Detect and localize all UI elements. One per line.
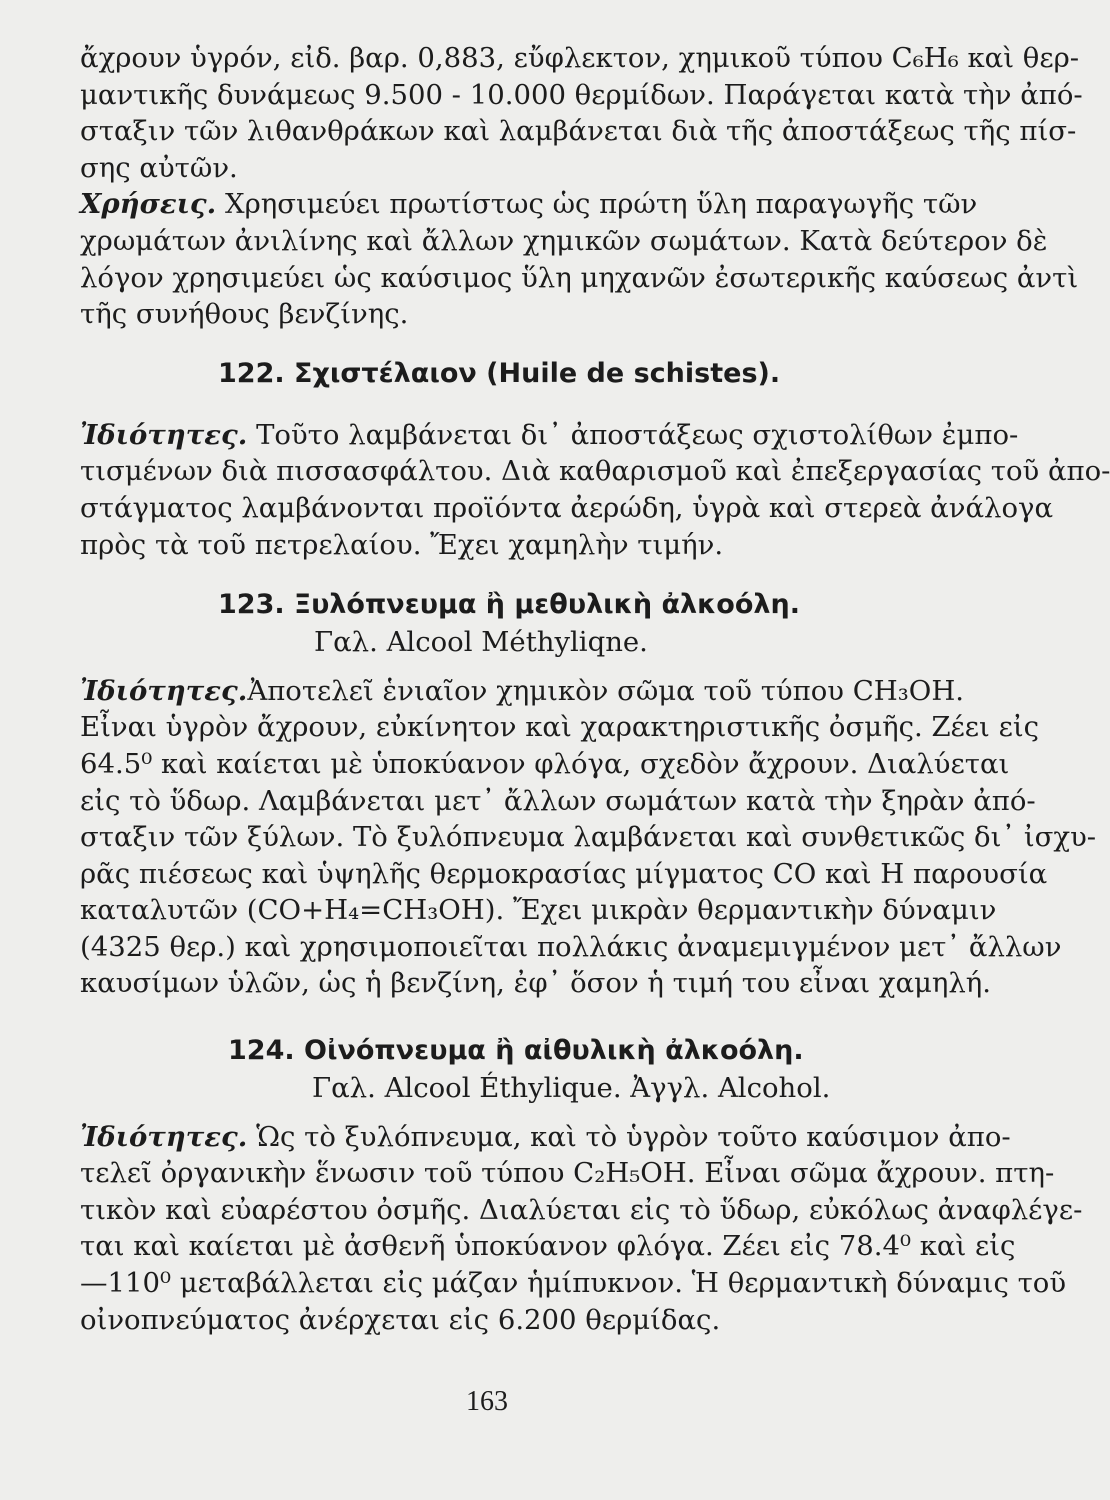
text-line: λόγον χρησιμεύει ὡς καύσιμος ὕλη μηχανῶν ἐσωτερικῆς καύσεως ἀντὶ	[80, 261, 1079, 294]
text-run: Ἀποτελεῖ ἑνιαῖον χημικὸν σῶμα τοῦ τύπου CH₃OH.	[247, 674, 965, 707]
properties-label: Ἰδιότητες.	[80, 674, 248, 707]
text-line: χρωμάτων ἀνιλίνης καὶ ἄλλων χημικῶν σωμάτων. Κατὰ δεύτερον δὲ	[80, 224, 1048, 257]
section-124-subtitle: Γαλ. Alcool Éthylique. Ἀγγλ. Alcohol.	[312, 1072, 831, 1105]
text-line: σης αὐτῶν.	[80, 151, 238, 184]
text-line	[80, 1119, 1011, 1156]
text-line: τελεῖ ὀργανικὴν ἕνωσιν τοῦ τύπου C₂H₅OH. Εἶναι σῶμα ἄχρουν. πτη-	[80, 1157, 1055, 1190]
section-123-subtitle: Γαλ. Alcool Méthyliqne.	[314, 626, 648, 659]
text-line: σταξιν τῶν ξύλων. Τὸ ξυλόπνευμα λαμβάνεται καὶ συνθετικῶς δι᾽ ἰσχυ-	[80, 821, 1097, 854]
section-122-heading: 122. Σχιστέλαιον (Huile de schistes).	[218, 357, 781, 389]
uses-paragraph	[80, 186, 1079, 332]
text-run: Ὡς τὸ ξυλόπνευμα, καὶ τὸ ὑγρὸν τοῦτο καύσιμον ἀπο-	[247, 1120, 1011, 1153]
text-run: Τοῦτο λαμβάνεται δι᾽ ἀποστάξεως σχιστολίθων ἐμπο-	[247, 418, 1019, 451]
text-line: Εἶναι ὑγρὸν ἄχρουν, εὐκίνητον καὶ χαρακτηριστικῆς ὀσμῆς. Ζέει εἰς	[80, 711, 1040, 744]
text-line: τισμένων διὰ πισσασφάλτου. Διὰ καθαρισμοῦ καὶ ἐπεξεργασίας τοῦ ἀπο-	[80, 455, 1110, 488]
text-line	[80, 417, 1019, 454]
text-line: καταλυτῶν (CO+H₄=CH₃OH). Ἔχει μικρὰν θερμαντικὴν δύναμιν	[80, 894, 997, 927]
text-line: (4325 θερ.) καὶ χρησιμοποιεῖται πολλάκις ἀναμεμιγμένον μετ᾽ ἄλλων	[80, 930, 1062, 963]
text-line: μαντικῆς δυνάμεως 9.500 - 10.000 θερμίδων. Παράγεται κατὰ τὴν ἀπό-	[80, 78, 1083, 111]
text-line: εἰς τὸ ὕδωρ. Λαμβάνεται μετ᾽ ἄλλων σωμάτων κατὰ τὴν ξηρὰν ἀπό-	[80, 784, 1036, 817]
text-line	[80, 186, 978, 223]
properties-label: Ἰδιότητες.	[80, 418, 248, 451]
section-122-paragraph	[80, 417, 1110, 563]
intro-paragraph	[80, 40, 1083, 186]
text-line: πρὸς τὰ τοῦ πετρελαίου. Ἔχει χαμηλὴν τιμήν.	[80, 528, 724, 561]
section-124-heading: 124. Οἰνόπνευμα ἢ αἰθυλικὴ ἀλκοόλη.	[228, 1035, 804, 1067]
text-line: καυσίμων ὑλῶν, ὡς ἡ βενζίνη, ἐφ᾽ ὅσον ἡ τιμή του εἶναι χαμηλή.	[80, 967, 992, 1000]
text-line: τῆς συνήθους βενζίνης.	[80, 298, 409, 331]
text-line: ρᾶς πιέσεως καὶ ὑψηλῆς θερμοκρασίας μίγματος CO καὶ H παρουσία	[80, 857, 1048, 890]
section-124-paragraph	[80, 1119, 1083, 1339]
text-line: ἄχρουν ὑγρόν, εἰδ. βαρ. 0,883, εὔφλεκτον, χημικοῦ τύπου C₆H₆ καὶ θερ-	[80, 42, 1080, 74]
properties-label: Ἰδιότητες.	[80, 1120, 248, 1153]
page-number: 163	[466, 1386, 508, 1417]
section-123-paragraph	[80, 673, 1097, 1002]
uses-label: Χρήσεις.	[80, 188, 217, 221]
section-123-heading: 123. Ξυλόπνευμα ἢ μεθυλικὴ ἀλκοόλη.	[218, 589, 800, 621]
text-line: σταξιν τῶν λιθανθράκων καὶ λαμβάνεται διὰ τῆς ἀποστάξεως τῆς πίσ-	[80, 115, 1077, 148]
text-line: τικὸν καὶ εὐαρέστου ὀσμῆς. Διαλύεται εἰς τὸ ὕδωρ, εὐκόλως ἀναφλέγε-	[80, 1193, 1083, 1226]
text-line: ται καὶ καίεται μὲ ἀσθενῆ ὑποκύανον φλόγα. Ζέει εἰς 78.4⁰ καὶ εἰς	[80, 1230, 1016, 1263]
text-run: Χρησιμεύει πρωτίστως ὡς πρώτη ὕλη παραγωγῆς τῶν	[216, 188, 978, 221]
text-line	[80, 673, 965, 710]
text-line: οἰνοπνεύματος ἀνέρχεται εἰς 6.200 θερμίδας.	[80, 1303, 721, 1336]
text-line: στάγματος λαμβάνονται προϊόντα ἀερώδη, ὑγρὰ καὶ στερεὰ ἀνάλογα	[80, 491, 1054, 524]
text-line: —110⁰ μεταβάλλεται εἰς μάζαν ἡμίπυκνον. Ἡ θερμαντικὴ δύναμις τοῦ	[80, 1267, 1067, 1300]
text-line: 64.5⁰ καὶ καίεται μὲ ὑποκύανον φλόγα, σχεδὸν ἄχρουν. Διαλύεται	[80, 747, 1010, 780]
